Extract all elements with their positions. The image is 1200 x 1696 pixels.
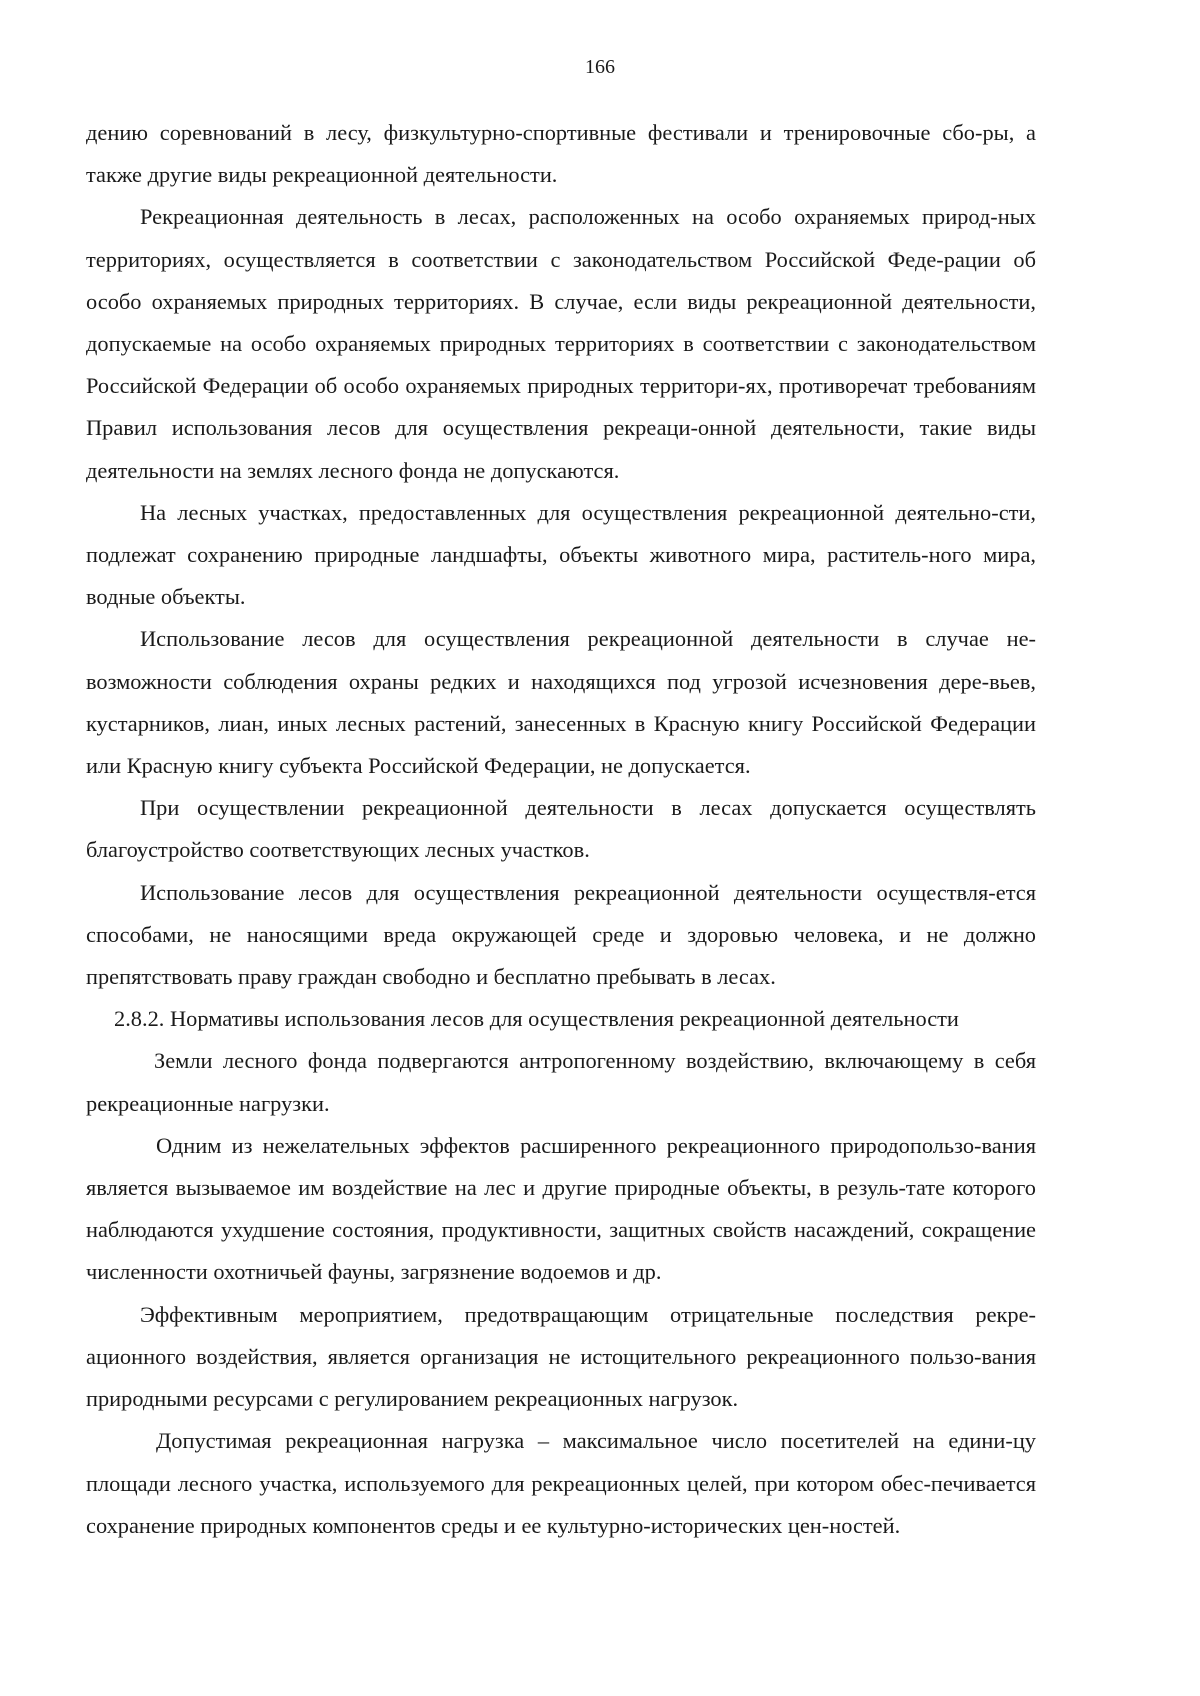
paragraph: Эффективным мероприятием, предотвращающим отрицательные последствия рекре-ационного воздействия, является организация не истощительного рекреационного пользо-вания природными ресурсами с регулированием рекреационных нагрузок. <box>86 1301 1036 1412</box>
document-body <box>86 112 1036 1547</box>
paragraph: При осуществлении рекреационной деятельности в лесах допускается осуществлять благоустройство соответствующих лесных участков. <box>86 795 1036 863</box>
paragraph: Использование лесов для осуществления рекреационной деятельности в случае не-возможности соблюдения охраны редких и находящихся под угрозой исчезновения дере-вьев, кустарников, лиан, иных лесных растений, занесенных в Красную книгу Российской Федерации или Красную книгу субъекта Российской Федерации, не допускается. <box>86 626 1036 779</box>
paragraph: На лесных участках, предоставленных для осуществления рекреационной деятельно-сти, подлежат сохранению природные ландшафты, объекты животного мира, раститель-ного мира, водные объекты. <box>86 499 1036 610</box>
section-heading: 2.8.2. Нормативы использования лесов для осуществления рекреационной деятельности <box>114 1006 959 1032</box>
paragraph: Земли лесного фонда подвергаются антропогенному воздействию, включающему в себя рекреационные нагрузки. <box>86 1048 1036 1116</box>
paragraph: Использование лесов для осуществления рекреационной деятельности осуществля-ется способами, не наносящими вреда окружающей среде и здоровью человека, и не должно препятствовать праву граждан свободно и бесплатно пребывать в лесах. <box>86 879 1036 990</box>
paragraph-continuation: дению соревнований в лесу, физкультурно-спортивные фестивали и тренировочные сбо-ры, а также другие виды рекреационной деятельности. <box>86 120 1036 188</box>
paragraph: Рекреационная деятельность в лесах, расположенных на особо охраняемых природ-ных территориях, осуществляется в соответствии с законодательством Российской Феде-рации об особо охраняемых природных территориях. В случае, если виды рекреационной деятельности, допускаемые на особо охраняемых природных территориях в соответствии с законодательством Российской Федерации об особо охраняемых природных территори-ях, противоречат требованиям Правил использования лесов для осуществления рекреаци-онной деятельности, такие виды деятельности на землях лесного фонда не допускаются. <box>86 204 1036 483</box>
paragraph: Одним из нежелательных эффектов расширенного рекреационного природопользо-вания является вызываемое им воздействие на лес и другие природные объекты, в резуль-тате которого наблюдаются ухудшение состояния, продуктивности, защитных свойств насаждений, сокращение численности охотничьей фауны, загрязнение водоемов и др. <box>86 1132 1036 1285</box>
paragraph: Допустимая рекреационная нагрузка – максимальное число посетителей на едини-цу площади лесного участка, используемого для рекреационных целей, при котором обес-печивается сохранение природных компонентов среды и ее культурно-исторических цен-ностей. <box>86 1428 1036 1538</box>
page-number: 166 <box>585 56 615 78</box>
